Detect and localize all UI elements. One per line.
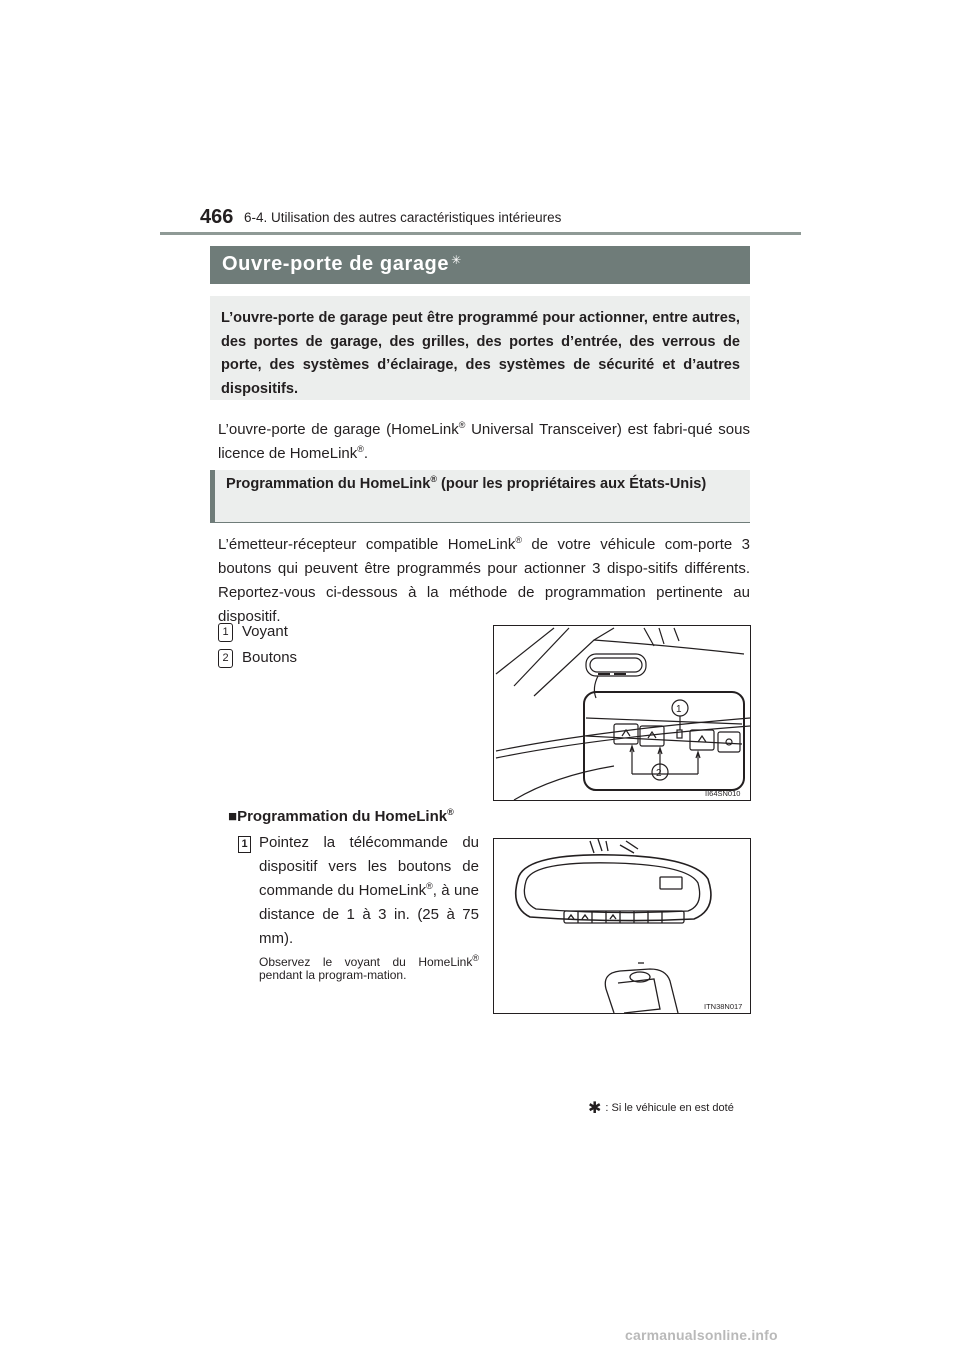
figure-code: II64SN010 [705,789,741,798]
watermark: carmanualsonline.info [625,1327,778,1343]
programming-heading: ■Programmation du HomeLink® [228,807,454,825]
subsection-heading [210,470,750,522]
intro-box [210,296,750,400]
figure-code: ITN38N017 [704,1002,743,1011]
subsection-title: Programmation du HomeLink® (pour les propriétaires aux États-Unis) [226,474,707,492]
section-title-bar [210,246,750,284]
chapter-title: 6-4. Utilisation des autres caractéristiques intérieures [244,210,562,225]
legend-label: Voyant [242,623,288,640]
legend-label: Boutons [242,649,298,666]
callout-buttons: 2 [656,768,662,779]
asterisk-icon: ✱ [588,1100,602,1117]
optional-star-icon: ✳ [451,253,462,267]
header-rule [160,232,801,235]
intro-text: L’ouvre-porte de garage peut être programmé pour actionner, entre autres, des portes de garage, des grilles, des portes d’entrée, des verrous de porte, des systèmes d’éclairage, des systèmes de sécurité et d’autres dispositifs. [221,310,740,397]
paragraph-homelink-license: L’ouvre-porte de garage (HomeLink® Universal Transceiver) est fabri-qué sous licence de HomeLink®. [218,420,750,462]
legend-number: 1 [218,623,233,642]
square-bullet-icon: ■ [228,808,238,825]
subsection-rule [210,522,750,523]
remote-pointing-illustration [494,839,750,1013]
callout-indicator: 1 [676,704,682,715]
homelink-mirror-illustration [494,626,750,800]
subsection-accent [210,470,215,522]
figure-remote-pointing [493,838,751,1014]
page-number: 466 [200,206,234,228]
paragraph-transceiver: L’émetteur-récepteur compatible HomeLink® de votre véhicule com-porte 3 boutons qui peuvent être programmés pour actionner 3 dispo-sitifs différents. Reportez-vous ci-dessous à la méthode de programmation pertinente au dispositif. [218,535,750,625]
step-text: Pointez la télécommande du dispositif vers les boutons de commande du HomeLink®, à une distance de 1 à 3 in. (25 à 75 mm). [259,834,479,947]
legend-number: 2 [218,649,233,668]
step-note: Observez le voyant du HomeLink® pendant la program-mation. [259,953,479,982]
step-number: 1 [238,836,251,853]
section-title: Ouvre-porte de garage ✳ [222,253,462,275]
footnote: ✱ : Si le véhicule en est doté [588,1100,734,1117]
figure-homelink-mirror [493,625,751,801]
